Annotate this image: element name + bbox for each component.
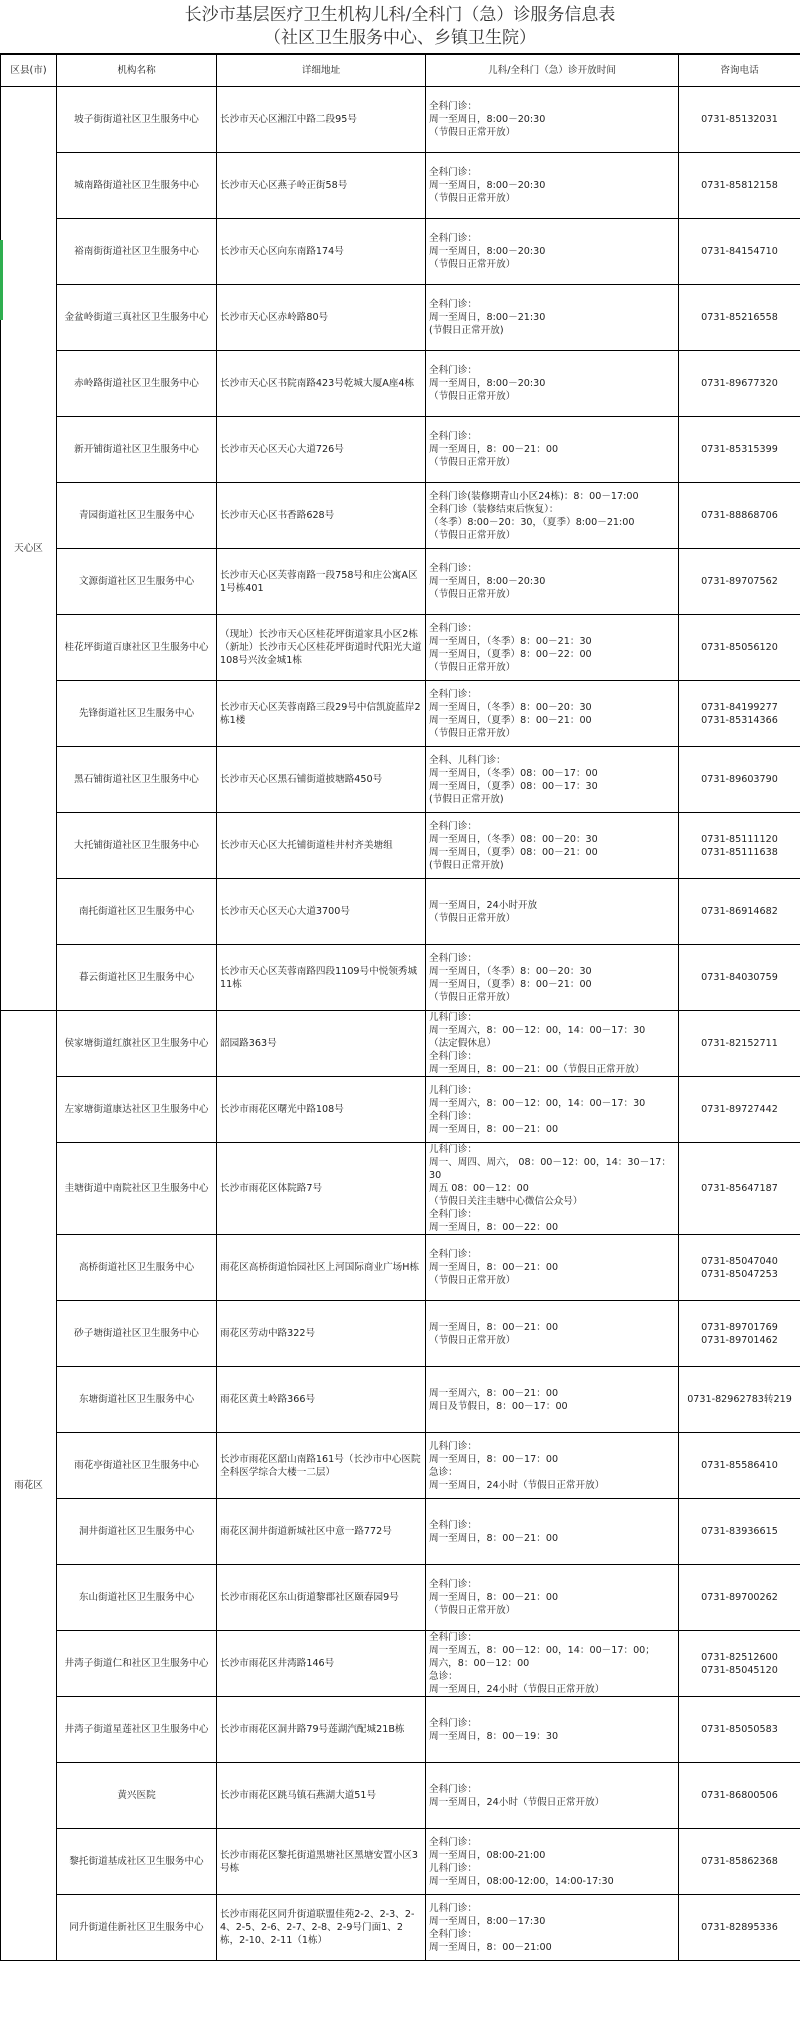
hours-cell: 全科门诊： 周一至周日，8：00－21：00 （节假日正常开放） — [426, 417, 679, 483]
table-row — [1, 1499, 800, 1565]
institution-name-cell: 新开铺街道社区卫生服务中心 — [57, 417, 217, 483]
institution-name-cell: 圭塘街道中南院社区卫生服务中心 — [57, 1143, 217, 1235]
table-row — [1, 1631, 800, 1697]
institution-name-cell: 洞井街道社区卫生服务中心 — [57, 1499, 217, 1565]
address-cell: 长沙市天心区燕子岭正街58号 — [217, 153, 426, 219]
hours-cell: 全科门诊： 周一至周五，8：00－12：00，14：00－17：00； 周六，8：00－12：00 急诊： 周一至周日，24小时（节假日正常开放） — [426, 1631, 679, 1697]
hours-cell: 全科门诊： 周一至周日，8：00－21：00 （节假日正常开放） — [426, 1235, 679, 1301]
address-cell: 长沙市雨花区东山街道黎郡社区颐春园9号 — [217, 1565, 426, 1631]
institution-name-cell: 青园街道社区卫生服务中心 — [57, 483, 217, 549]
address-cell: 长沙市天心区芙蓉南路三段29号中信凯旋蓝岸2栋1楼 — [217, 681, 426, 747]
hours-cell: 儿科门诊： 周一至周日，8:00－17:30 全科门诊： 周一至周日，8：00－21:00 — [426, 1895, 679, 1961]
address-cell: 长沙市雨花区韶山南路161号（长沙市中心医院全科医学综合大楼一二层） — [217, 1433, 426, 1499]
phone-cell: 0731-89707562 — [679, 549, 800, 615]
phone-cell: 0731-83936615 — [679, 1499, 800, 1565]
table-row — [1, 1763, 800, 1829]
phone-cell: 0731-89701769 0731-89701462 — [679, 1301, 800, 1367]
hours-cell: 全科门诊： 周一至周日，（冬季）8：00－21：30 周一至周日，（夏季）8：00－22：00 （节假日正常开放） — [426, 615, 679, 681]
table-row — [1, 1367, 800, 1433]
table-row — [1, 1301, 800, 1367]
hours-cell: 全科、儿科门诊： 周一至周日，（冬季）08：00－17：00 周一至周日，（夏季）08：00－17：30 (节假日正常开放) — [426, 747, 679, 813]
table-row — [1, 1143, 800, 1235]
address-cell: 长沙市天心区天心大道726号 — [217, 417, 426, 483]
address-cell: 长沙市天心区大托铺街道桂井村齐美塘组 — [217, 813, 426, 879]
institution-name-cell: 黑石铺街道社区卫生服务中心 — [57, 747, 217, 813]
table-row — [1, 1829, 800, 1895]
phone-cell: 0731-85586410 — [679, 1433, 800, 1499]
table-row — [1, 1011, 800, 1077]
address-cell: 长沙市天心区芙蓉南路一段758号和庄公寓A区1号栋401 — [217, 549, 426, 615]
address-cell: 长沙市天心区赤岭路80号 — [217, 285, 426, 351]
phone-cell: 0731-85047040 0731-85047253 — [679, 1235, 800, 1301]
phone-cell: 0731-89677320 — [679, 351, 800, 417]
institution-name-cell: 坡子街街道社区卫生服务中心 — [57, 87, 217, 153]
table-row — [1, 1895, 800, 1961]
hours-cell: 儿科门诊： 周一、周四、周六， 08：00－12：00，14：30－17：30 周五 08：00－12：00 （节假日关注圭塘中心微信公众号） 全科门诊： 周一至周日，8：00－22：00 — [426, 1143, 679, 1235]
phone-cell: 0731-86914682 — [679, 879, 800, 945]
phone-cell: 0731-84154710 — [679, 219, 800, 285]
address-cell: 长沙市天心区向东南路174号 — [217, 219, 426, 285]
phone-cell: 0731-85647187 — [679, 1143, 800, 1235]
phone-cell: 0731-85812158 — [679, 153, 800, 219]
hours-cell: 全科门诊： 周一至周日，（冬季）8：00－20：30 周一至周日，（夏季）8：00－21：00 （节假日正常开放） — [426, 945, 679, 1011]
institution-name-cell: 左家塘街道康达社区卫生服务中心 — [57, 1077, 217, 1143]
address-cell: 雨花区洞井街道新城社区中意一路772号 — [217, 1499, 426, 1565]
table-row — [1, 1077, 800, 1143]
table-row — [1, 1433, 800, 1499]
title-line-2: （社区卫生服务中心、乡镇卫生院） — [264, 28, 536, 48]
address-cell: 长沙市雨花区井湾路146号 — [217, 1631, 426, 1697]
address-cell: 雨花区黄土岭路366号 — [217, 1367, 426, 1433]
hours-cell: 全科门诊： 周一至周日，8:00－20:30 （节假日正常开放） — [426, 87, 679, 153]
address-cell: 长沙市雨花区体院路7号 — [217, 1143, 426, 1235]
address-cell: （现址）长沙市天心区桂花坪街道家具小区2栋 （新址）长沙市天心区桂花坪街道时代阳光大道108号兴汝金城1栋 — [217, 615, 426, 681]
phone-cell: 0731-82895336 — [679, 1895, 800, 1961]
hours-cell: 全科门诊： 周一至周日，08:00-21:00 儿科门诊： 周一至周日，08:00-12:00，14:00-17:30 — [426, 1829, 679, 1895]
phone-cell: 0731-82152711 — [679, 1011, 800, 1077]
institution-name-cell: 金盆岭街道三真社区卫生服务中心 — [57, 285, 217, 351]
institution-name-cell: 桂花坪街道百康社区卫生服务中心 — [57, 615, 217, 681]
table-row — [1, 681, 800, 747]
institution-name-cell: 南托街道社区卫生服务中心 — [57, 879, 217, 945]
institution-name-cell: 大托铺街道社区卫生服务中心 — [57, 813, 217, 879]
institution-name-cell: 暮云街道社区卫生服务中心 — [57, 945, 217, 1011]
service-table — [0, 54, 800, 1961]
address-cell: 长沙市天心区天心大道3700号 — [217, 879, 426, 945]
phone-cell: 0731-88868706 — [679, 483, 800, 549]
hours-cell: 全科门诊： 周一至周日，8：00－21：00 — [426, 1499, 679, 1565]
address-cell: 长沙市天心区书院南路423号乾城大厦A座4栋 — [217, 351, 426, 417]
phone-cell: 0731-82962783转219 — [679, 1367, 800, 1433]
header-hours: 儿科/全科门（急）诊开放时间 — [426, 55, 679, 87]
address-cell: 长沙市天心区书香路628号 — [217, 483, 426, 549]
phone-cell: 0731-86800506 — [679, 1763, 800, 1829]
table-row — [1, 549, 800, 615]
table-row — [1, 483, 800, 549]
header-name: 机构名称 — [57, 55, 217, 87]
institution-name-cell: 城南路街道社区卫生服务中心 — [57, 153, 217, 219]
table-row — [1, 879, 800, 945]
institution-name-cell: 文源街道社区卫生服务中心 — [57, 549, 217, 615]
institution-name-cell: 同升街道佳新社区卫生服务中心 — [57, 1895, 217, 1961]
district-cell: 天心区 — [1, 87, 57, 1011]
hours-cell: 儿科门诊： 周一至周六，8：00－12：00，14：00－17：30 全科门诊： 周一至周日，8：00－21：00 — [426, 1077, 679, 1143]
table-row — [1, 747, 800, 813]
institution-name-cell: 黎托街道基成社区卫生服务中心 — [57, 1829, 217, 1895]
phone-cell: 0731-85132031 — [679, 87, 800, 153]
institution-name-cell: 赤岭路街道社区卫生服务中心 — [57, 351, 217, 417]
phone-cell: 0731-89603790 — [679, 747, 800, 813]
district-cell: 雨花区 — [1, 1011, 57, 1961]
phone-cell: 0731-85111120 0731-85111638 — [679, 813, 800, 879]
address-cell: 长沙市天心区芙蓉南路四段1109号中悦领秀城11栋 — [217, 945, 426, 1011]
address-cell: 长沙市雨花区跳马镇石燕湖大道51号 — [217, 1763, 426, 1829]
address-cell: 韶园路363号 — [217, 1011, 426, 1077]
phone-cell: 0731-85862368 — [679, 1829, 800, 1895]
header-row — [1, 55, 800, 87]
institution-name-cell: 雨花亭街道社区卫生服务中心 — [57, 1433, 217, 1499]
hours-cell: 周一至周日，8：00－21：00 （节假日正常开放） — [426, 1301, 679, 1367]
institution-name-cell: 井湾子街道仁和社区卫生服务中心 — [57, 1631, 217, 1697]
address-cell: 长沙市雨花区曙光中路108号 — [217, 1077, 426, 1143]
address-cell: 雨花区劳动中路322号 — [217, 1301, 426, 1367]
phone-cell: 0731-89727442 — [679, 1077, 800, 1143]
address-cell: 长沙市天心区黑石铺街道披塘路450号 — [217, 747, 426, 813]
phone-cell: 0731-89700262 — [679, 1565, 800, 1631]
hours-cell: 全科门诊： 周一至周日，8:00－21:30 (节假日正常开放) — [426, 285, 679, 351]
table-row — [1, 219, 800, 285]
table-row — [1, 615, 800, 681]
phone-cell: 0731-82512600 0731-85045120 — [679, 1631, 800, 1697]
table-row — [1, 945, 800, 1011]
header-address: 详细地址 — [217, 55, 426, 87]
hours-cell: 全科门诊： 周一至周日，（冬季）08：00－20：30 周一至周日，（夏季）08：00－21：00 (节假日正常开放) — [426, 813, 679, 879]
header-phone: 咨询电话 — [679, 55, 800, 87]
phone-cell: 0731-85056120 — [679, 615, 800, 681]
hours-cell: 全科门诊： 周一至周日，8:00－20:30 （节假日正常开放） — [426, 351, 679, 417]
hours-cell: 全科门诊： 周一至周日，8:00－20:30 （节假日正常开放） — [426, 549, 679, 615]
hours-cell: 全科门诊： 周一至周日，8:00－20:30 （节假日正常开放） — [426, 153, 679, 219]
table-row — [1, 417, 800, 483]
title-line-1: 长沙市基层医疗卫生机构儿科/全科门（急）诊服务信息表 — [184, 5, 616, 25]
institution-name-cell: 东塘街道社区卫生服务中心 — [57, 1367, 217, 1433]
institution-name-cell: 高桥街道社区卫生服务中心 — [57, 1235, 217, 1301]
table-row — [1, 1697, 800, 1763]
institution-name-cell: 井湾子街道星莲社区卫生服务中心 — [57, 1697, 217, 1763]
hours-cell: 周一至周六，8：00－21：00 周日及节假日，8：00－17：00 — [426, 1367, 679, 1433]
institution-name-cell: 砂子塘街道社区卫生服务中心 — [57, 1301, 217, 1367]
institution-name-cell: 裕南街街道社区卫生服务中心 — [57, 219, 217, 285]
table-row — [1, 351, 800, 417]
table-row — [1, 1565, 800, 1631]
hours-cell: 周一至周日，24小时开放 （节假日正常开放） — [426, 879, 679, 945]
address-cell: 长沙市天心区湘江中路二段95号 — [217, 87, 426, 153]
hours-cell: 全科门诊： 周一至周日，8：00－21：00 （节假日正常开放） — [426, 1565, 679, 1631]
phone-cell: 0731-85216558 — [679, 285, 800, 351]
table-body — [1, 87, 800, 1961]
address-cell: 长沙市雨花区洞井路79号莲湖汽配城21B栋 — [217, 1697, 426, 1763]
page-title — [0, 0, 800, 54]
table-row — [1, 1235, 800, 1301]
header-district: 区县(市) — [1, 55, 57, 87]
institution-name-cell: 侯家塘街道红旗社区卫生服务中心 — [57, 1011, 217, 1077]
institution-name-cell: 先锋街道社区卫生服务中心 — [57, 681, 217, 747]
address-cell: 长沙市雨花区同升街道联盟佳苑2-2、2-3、2-4、2-5、2-6、2-7、2-8、2-9号门面1、2栋，2-10、2-11（1栋） — [217, 1895, 426, 1961]
hours-cell: 全科门诊： 周一至周日，（冬季）8：00－20：30 周一至周日，（夏季）8：00－21：00 （节假日正常开放） — [426, 681, 679, 747]
address-cell: 长沙市雨花区黎托街道黑塘社区黑塘安置小区3号栋 — [217, 1829, 426, 1895]
hours-cell: 全科门诊(装修期青山小区24栋)：8：00－17:00 全科门诊（装修结束后恢复）： （冬季）8:00－20：30，（夏季）8:00－21:00 （节假日正常开放） — [426, 483, 679, 549]
hours-cell: 儿科门诊： 周一至周日，8：00－17：00 急诊： 周一至周日，24小时（节假日正常开放） — [426, 1433, 679, 1499]
hours-cell: 全科门诊： 周一至周日，8：00－19：30 — [426, 1697, 679, 1763]
hours-cell: 儿科门诊： 周一至周六，8：00－12：00，14：00－17：30 （法定假休息） 全科门诊： 周一至周日，8：00－21：00（节假日正常开放） — [426, 1011, 679, 1077]
phone-cell: 0731-84030759 — [679, 945, 800, 1011]
table-row — [1, 153, 800, 219]
institution-name-cell: 黄兴医院 — [57, 1763, 217, 1829]
phone-cell: 0731-85050583 — [679, 1697, 800, 1763]
table-row — [1, 285, 800, 351]
accent-marker — [0, 240, 3, 320]
institution-name-cell: 东山街道社区卫生服务中心 — [57, 1565, 217, 1631]
hours-cell: 全科门诊： 周一至周日，24小时（节假日正常开放） — [426, 1763, 679, 1829]
address-cell: 雨花区高桥街道怡园社区上河国际商业广场H栋 — [217, 1235, 426, 1301]
table-row — [1, 87, 800, 153]
table-row — [1, 813, 800, 879]
phone-cell: 0731-85315399 — [679, 417, 800, 483]
phone-cell: 0731-84199277 0731-85314366 — [679, 681, 800, 747]
hours-cell: 全科门诊： 周一至周日，8:00－20:30 （节假日正常开放） — [426, 219, 679, 285]
